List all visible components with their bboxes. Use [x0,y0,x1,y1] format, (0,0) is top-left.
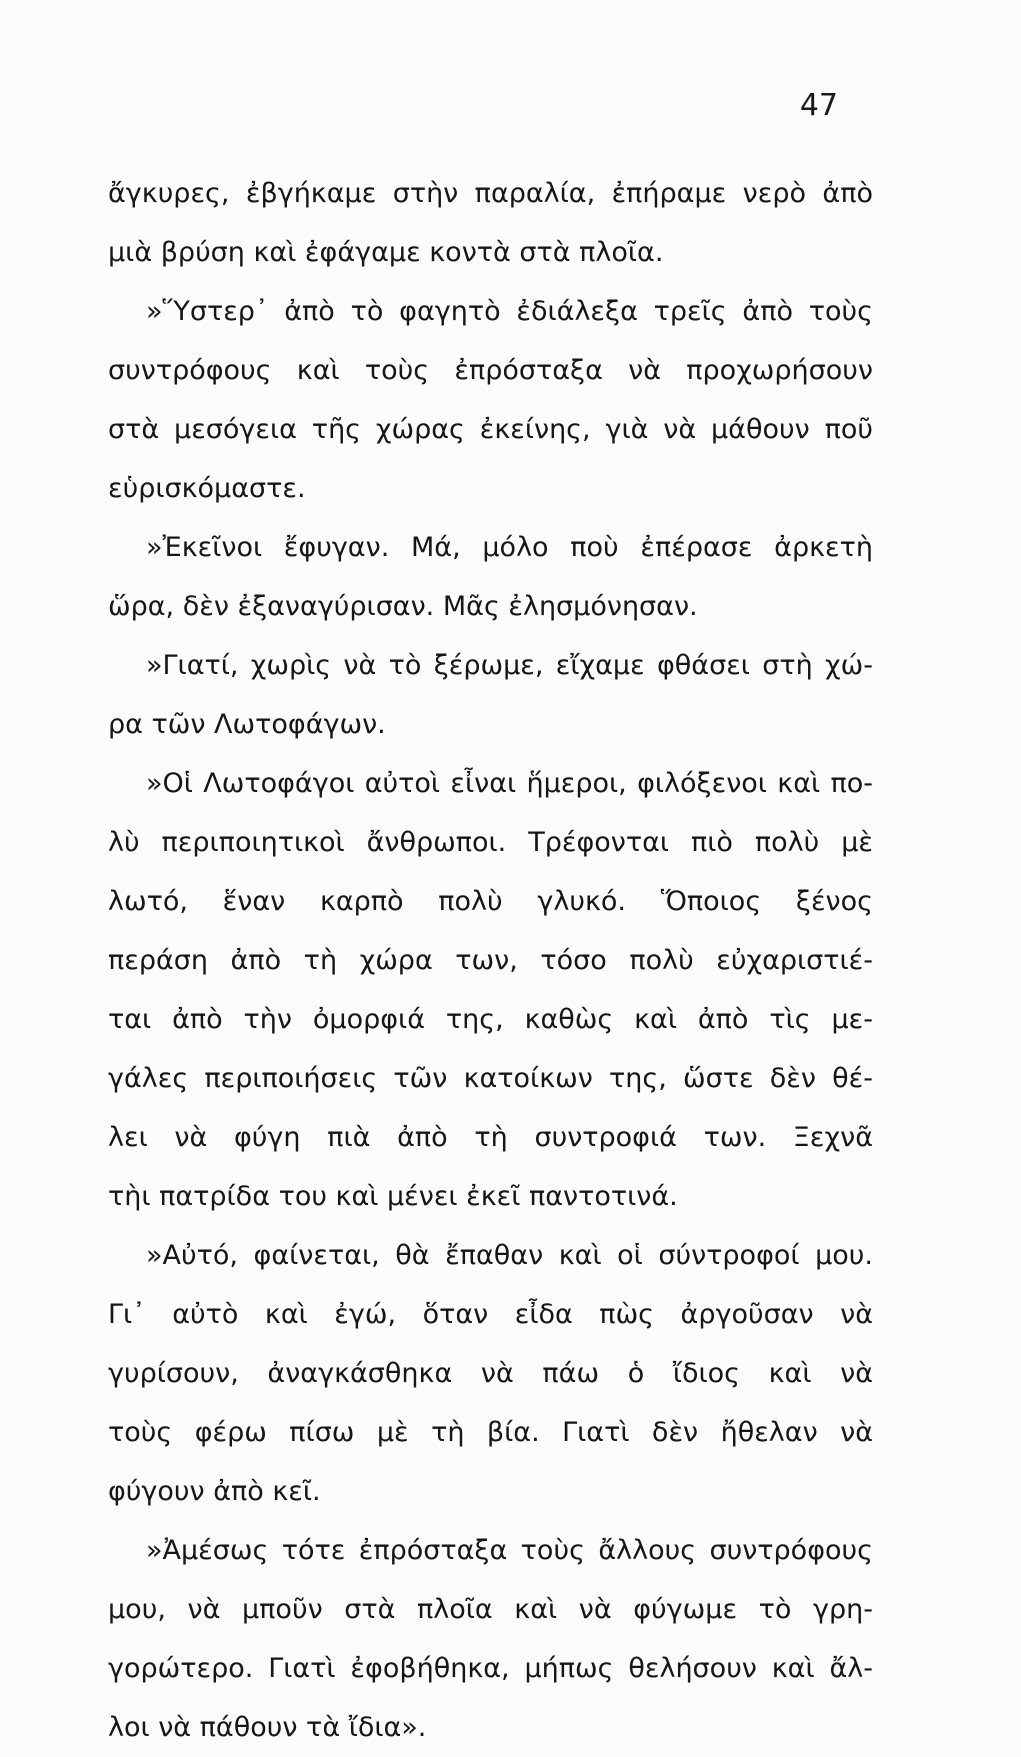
text-line: ὥρα, δὲν ἐξαναγύρισαν. Μᾶς ἐλησμόνησαν. [108,591,698,622]
text-line: περάση ἀπὸ τὴ χώρα των, τόσο πολὺ εὐχαριστιέ- [108,945,873,976]
text-line: γάλες περιποιήσεις τῶν κατοίκων της, ὥστε δὲν θέ- [108,1063,873,1094]
text-line: ται ἀπὸ τὴν ὀμορφιά της, καθὼς καὶ ἀπὸ τὶς με- [108,1004,873,1035]
text-line: λει νὰ φύγη πιὰ ἀπὸ τὴ συντροφιά των. Ξεχνᾶ [108,1122,873,1153]
page-number: 47 [799,88,838,123]
text-line: Γι᾽ αὐτὸ καὶ ἐγώ, ὅταν εἶδα πὼς ἀργοῦσαν νὰ [108,1299,873,1330]
text-line: »Αὐτό, φαίνεται, θὰ ἔπαθαν καὶ οἱ σύντροφοί μου. [146,1240,873,1271]
text-line: »Ὕστερ᾽ ἀπὸ τὸ φαγητὸ ἐδιάλεξα τρεῖς ἀπὸ τοὺς [146,296,873,327]
text-line: μου, νὰ μποῦν στὰ πλοῖα καὶ νὰ φύγωμε τὸ γρη- [108,1594,873,1625]
text-line: στὰ μεσόγεια τῆς χώρας ἐκείνης, γιὰ νὰ μάθουν ποῦ [108,414,873,445]
text-line: »Οἱ Λωτοφάγοι αὐτοὶ εἶναι ἥμεροι, φιλόξενοι καὶ πο- [146,768,873,799]
text-line: »Ἐκεῖνοι ἔφυγαν. Μά, μόλο ποὺ ἐπέρασε ἀρκετὴ [146,532,873,563]
text-line: ρα τῶν Λωτοφάγων. [108,709,386,740]
text-line: ἄγκυρες, ἐβγήκαμε στὴν παραλία, ἐπήραμε νερὸ ἀπὸ [108,178,873,209]
text-line: γορώτερο. Γιατὶ ἐφοβήθηκα, μήπως θελήσουν καὶ ἄλ- [108,1653,873,1684]
text-line: συντρόφους καὶ τοὺς ἐπρόσταξα νὰ προχωρήσουν [108,355,873,386]
text-line: μιὰ βρύση καὶ ἐφάγαμε κοντὰ στὰ πλοῖα. [108,237,664,268]
text-line: λοι νὰ πάθουν τὰ ἴδια». [108,1712,427,1743]
text-line: τὴι πατρίδα του καὶ μένει ἐκεῖ παντοτινά. [108,1181,678,1212]
text-line: λὺ περιποιητικοὶ ἄνθρωποι. Τρέφονται πιὸ πολὺ μὲ [108,827,873,858]
text-line: τοὺς φέρω πίσω μὲ τὴ βία. Γιατὶ δὲν ἤθελαν νὰ [108,1417,873,1448]
text-line: »Ἀμέσως τότε ἐπρόσταξα τοὺς ἄλλους συντρόφους [146,1535,873,1566]
text-line: φύγουν ἀπὸ κεῖ. [108,1476,321,1507]
text-line: λωτό, ἕναν καρπὸ πολὺ γλυκό. Ὅποιος ξένος [108,886,873,917]
text-line: εὑρισκόμαστε. [108,473,306,504]
text-line: γυρίσουν, ἀναγκάσθηκα νὰ πάω ὁ ἴδιος καὶ νὰ [108,1358,873,1389]
text-line: »Γιατί, χωρὶς νὰ τὸ ξέρωμε, εἴχαμε φθάσει στὴ χώ- [146,650,873,681]
body-text [108,164,873,1757]
